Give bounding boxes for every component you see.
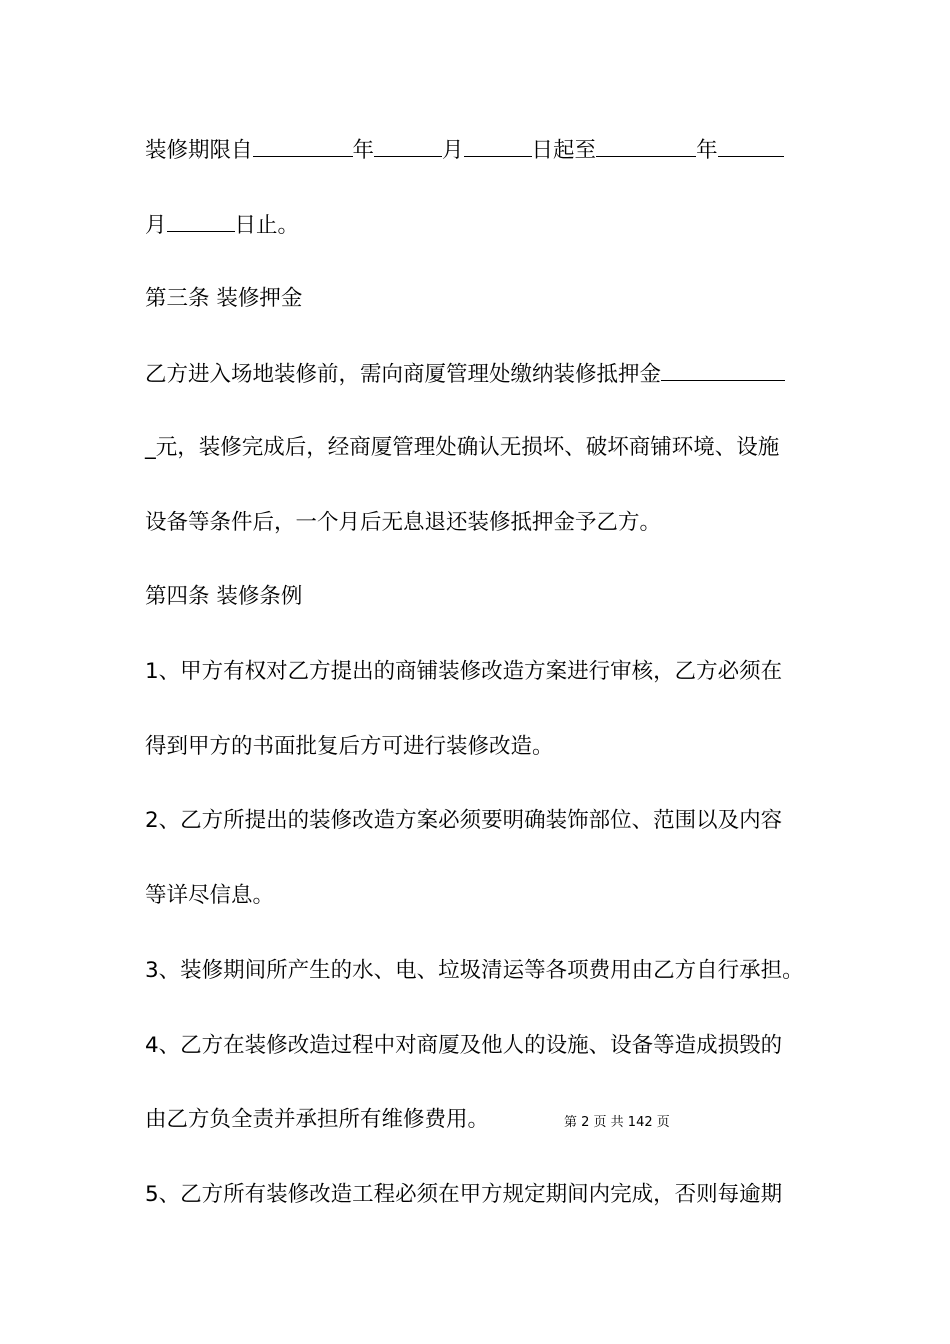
text-segment: 装修期限自: [145, 138, 253, 163]
section-heading-4: 第四条 装修条例: [145, 584, 303, 609]
text-segment: 日起至: [531, 138, 597, 163]
body-line: 设备等条件后，一个月后无息退还装修抵押金予乙方。: [145, 510, 662, 535]
text-segment: 月: [442, 138, 464, 163]
month-blank: [374, 134, 442, 157]
deposit-amount-blank: [661, 358, 785, 381]
end-month-blank: [718, 134, 784, 157]
deposit-line: [145, 358, 785, 390]
page-number: 第 2 页 共 142 页: [564, 1115, 670, 1130]
term-period-line: [145, 134, 784, 166]
body-line: 2、乙方所提出的装修改造方案必须要明确装饰部位、范围以及内容: [145, 808, 783, 833]
body-line: 1、甲方有权对乙方提出的商铺装修改造方案进行审核，乙方必须在: [145, 659, 783, 684]
body-line: 由乙方负全责并承担所有维修费用。: [145, 1107, 490, 1132]
body-line: 等详尽信息。: [145, 883, 275, 908]
text-segment: 年: [696, 138, 718, 163]
body-line: 4、乙方在装修改造过程中对商厦及他人的设施、设备等造成损毁的: [145, 1033, 783, 1058]
end-day-blank: [167, 209, 235, 232]
text-segment: 月: [145, 213, 167, 238]
text-segment: 日止。: [234, 213, 300, 238]
text-segment: 年: [352, 138, 375, 163]
body-line: 得到甲方的书面批复后方可进行装修改造。: [145, 734, 554, 759]
section-heading-3: 第三条 装修押金: [145, 286, 303, 311]
body-line: 3、装修期间所产生的水、电、垃圾清运等各项费用由乙方自行承担。: [145, 958, 804, 983]
body-line: _元，装修完成后，经商厦管理处确认无损坏、破坏商铺环境、设施: [145, 435, 780, 460]
end-year-blank: [596, 134, 696, 157]
body-line: 5、乙方所有装修改造工程必须在甲方规定期间内完成，否则每逾期: [145, 1182, 783, 1207]
text-segment: 乙方进入场地装修前，需向商厦管理处缴纳装修抵押金: [145, 362, 662, 387]
term-period-line-2: [145, 209, 299, 241]
year-blank: [253, 134, 353, 157]
day-blank: [464, 134, 532, 157]
